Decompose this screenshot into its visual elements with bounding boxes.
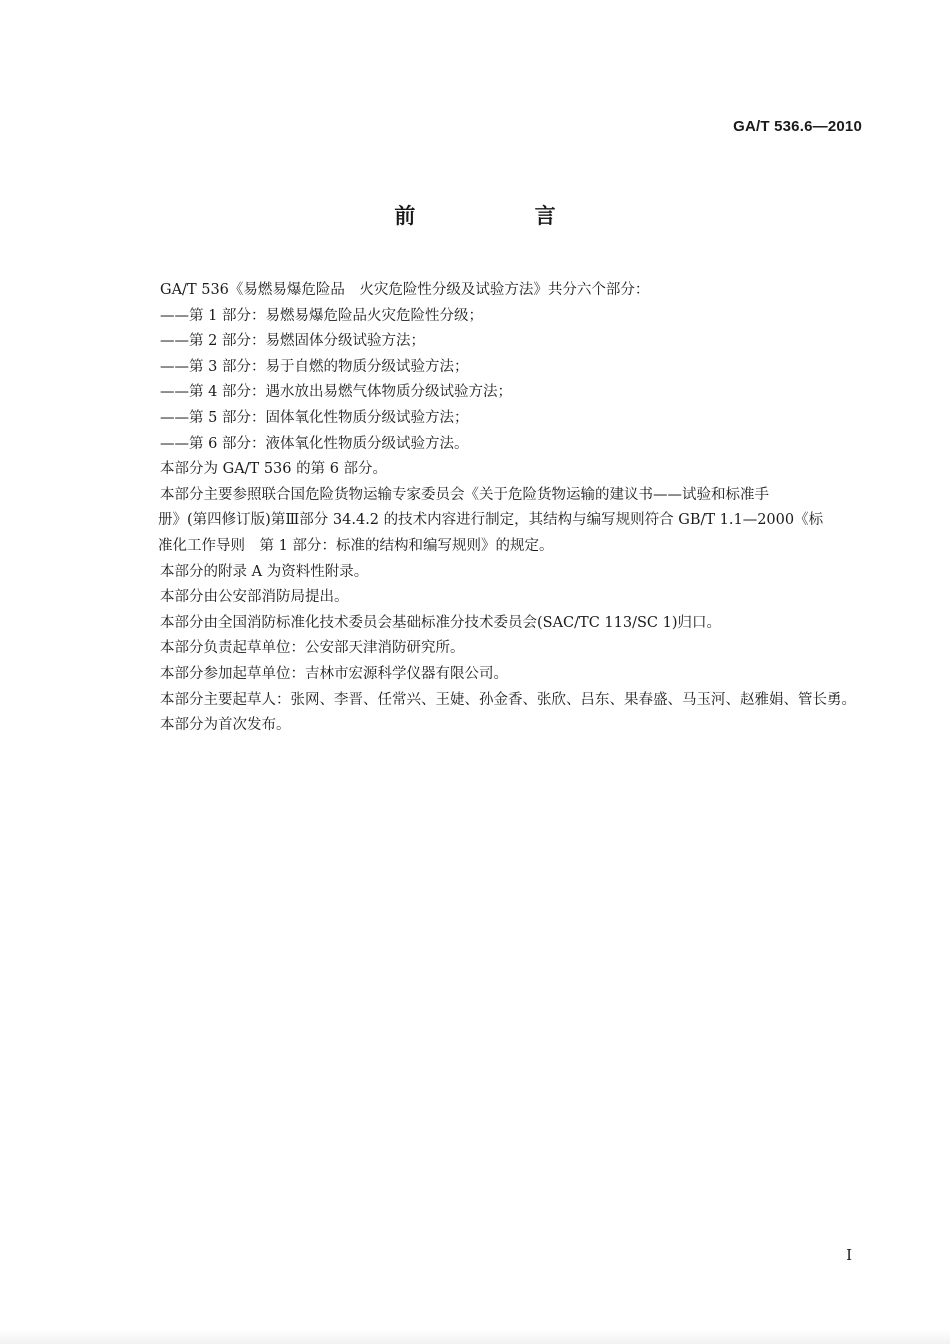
annex-paragraph: 本部分的附录 A 为资料性附录。 (160, 563, 369, 580)
part-list-item: ——第 6 部分：液体氧化性物质分级试验方法。 (160, 435, 469, 452)
intro-paragraph: GA/T 536《易燃易爆危险品 火灾危险性分级及试验方法》共分六个部分： (160, 282, 650, 298)
participating-unit-paragraph: 本部分参加起草单位：吉林市宏源科学仪器有限公司。 (160, 665, 508, 682)
part-list-item: ——第 1 部分：易燃易爆危险品火灾危险性分级； (160, 307, 483, 324)
reference-paragraph-line: 册》(第四修订版)第Ⅲ部分 34.4.2 的技术内容进行制定，其结构与编写规则符合 GB/T 1.1—2000《标 (158, 512, 824, 529)
drafters-paragraph: 本部分主要起草人：张网、李晋、任常兴、王婕、孙金香、张欣、吕东、果春盛、马玉河、赵雅娟、管长勇。 (160, 691, 856, 708)
centralized-paragraph: 本部分由全国消防标准化技术委员会基础标准分技术委员会(SAC/TC 113/SC 1)归口。 (160, 614, 721, 631)
part-of-paragraph: 本部分为 GA/T 536 的第 6 部分。 (160, 461, 388, 478)
drafting-unit-paragraph: 本部分负责起草单位：公安部天津消防研究所。 (160, 640, 465, 657)
proposed-paragraph: 本部分由公安部消防局提出。 (160, 589, 349, 606)
document-code: GA/T 536.6—2010 (733, 118, 862, 135)
part-list-item: ——第 3 部分：易于自燃的物质分级试验方法； (160, 358, 469, 375)
first-release-paragraph: 本部分为首次发布。 (160, 717, 291, 734)
foreword-body (160, 278, 870, 739)
part-list-item: ——第 5 部分：固体氧化性物质分级试验方法； (160, 409, 469, 426)
page-title: 前 言 (394, 203, 612, 228)
reference-paragraph-line: 本部分主要参照联合国危险货物运输专家委员会《关于危险货物运输的建议书——试验和标准手 (160, 486, 769, 503)
part-list-item: ——第 2 部分：易燃固体分级试验方法； (160, 333, 425, 350)
scan-edge-shadow (0, 1330, 950, 1344)
part-list-item: ——第 4 部分：遇水放出易燃气体物质分级试验方法； (160, 384, 512, 401)
reference-paragraph-line: 准化工作导则 第 1 部分：标准的结构和编写规则》的规定。 (158, 537, 554, 554)
page-number: I (846, 1246, 852, 1264)
